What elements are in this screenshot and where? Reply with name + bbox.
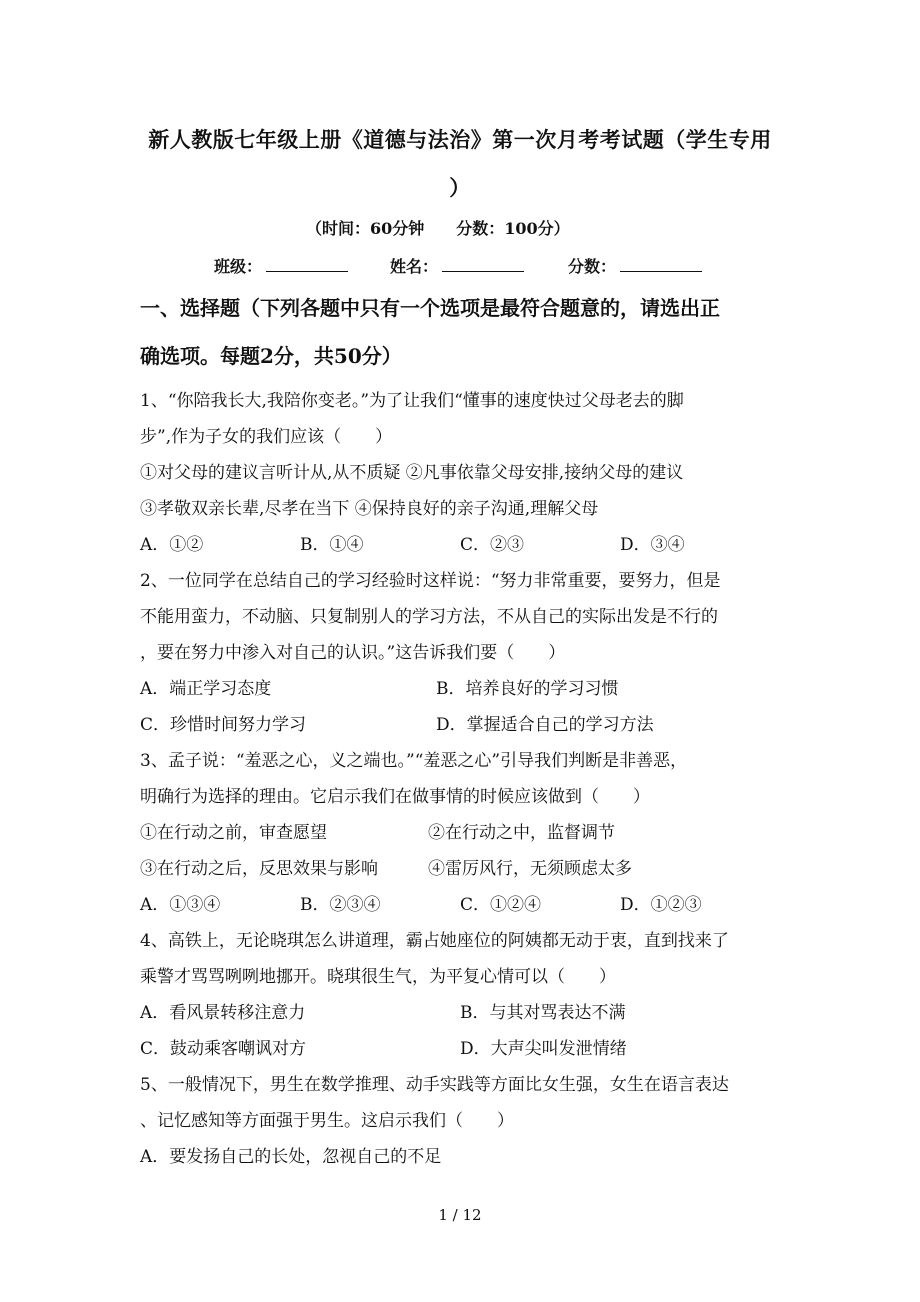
score-blank[interactable] (620, 255, 702, 272)
q1-option-b: B．①④ (300, 535, 364, 555)
time-score-info: （时间：60分钟 分数：100分） (306, 219, 570, 238)
q3-statement-4: ④雷厉风行，无须顾虑太多 (428, 859, 632, 879)
class-field (214, 254, 348, 277)
class-label: 班级： (214, 257, 263, 276)
q2-option-a: A．端正学习态度 (140, 679, 272, 699)
q2-option-c: C．珍惜时间努力学习 (140, 715, 307, 735)
section-heading-line1: 一、选择题（下列各题中只有一个选项是最符合题意的，请选出正 (140, 296, 720, 320)
q3-statement-1: ①在行动之前，审查愿望 (140, 823, 327, 843)
name-label: 姓名： (390, 257, 439, 276)
q5-option-a: A．要发扬自己的长处，忽视自己的不足 (140, 1147, 442, 1167)
q3-statement-2: ②在行动之中，监督调节 (428, 823, 615, 843)
q1-statement-2: ③孝敬双亲长辈,尽孝在当下 ④保持良好的亲子沟通,理解父母 (140, 499, 599, 519)
q1-stem-line1: 1、“你陪我长大,我陪你变老。”为了让我们“懂事的速度快过父母老去的脚 (140, 391, 684, 411)
q3-option-c: C．①②④ (460, 895, 542, 915)
q4-option-a: A．看风景转移注意力 (140, 1003, 306, 1023)
q4-option-c: C．鼓动乘客嘲讽对方 (140, 1039, 307, 1059)
q4-stem-line1: 4、高铁上，无论晓琪怎么讲道理，霸占她座位的阿姨都无动于衷，直到找来了 (140, 931, 729, 951)
class-blank[interactable] (266, 255, 348, 272)
q5-stem-line2: 、记忆感知等方面强于男生。这启示我们（ ） (140, 1111, 514, 1131)
q1-option-a: A．①② (140, 535, 204, 555)
section-heading-line2: 确选项。每题2分，共50分） (140, 344, 402, 368)
q2-stem-line3: ，要在努力中渗入对自己的认识。”这告诉我们要（ ） (140, 643, 566, 663)
exam-title-line2: ） (449, 175, 471, 200)
q1-stem-line2: 步”,作为子女的我们应该（ ） (140, 427, 393, 447)
name-blank[interactable] (442, 255, 524, 272)
q1-option-d: D．③④ (620, 535, 685, 555)
q3-option-b: B．②③④ (300, 895, 381, 915)
q1-option-c: C．②③ (460, 535, 525, 555)
name-field (390, 254, 524, 277)
q3-statement-3: ③在行动之后，反思效果与影响 (140, 859, 378, 879)
q4-stem-line2: 乘警才骂骂咧咧地挪开。晓琪很生气，为平复心情可以（ ） (140, 967, 616, 987)
q4-option-b: B．与其对骂表达不满 (460, 1003, 626, 1023)
q5-stem-line1: 5、一般情况下，男生在数学推理、动手实践等方面比女生强，女生在语言表达 (140, 1075, 729, 1095)
q3-option-d: D．①②③ (620, 895, 702, 915)
exam-title-line1: 新人教版七年级上册《道德与法治》第一次月考考试题（学生专用 (148, 127, 772, 152)
q3-stem-line2: 明确行为选择的理由。它启示我们在做事情的时候应该做到（ ） (140, 787, 650, 807)
page-number: 1 / 12 (438, 1206, 482, 1224)
score-label: 分数： (568, 257, 617, 276)
q2-option-b: B．培养良好的学习习惯 (436, 679, 619, 699)
q4-option-d: D．大声尖叫发泄情绪 (460, 1039, 627, 1059)
q3-stem-line1: 3、孟子说：“羞恶之心，义之端也。”“羞恶之心”引导我们判断是非善恶， (140, 751, 688, 771)
q2-option-d: D．掌握适合自己的学习方法 (436, 715, 654, 735)
q1-statement-1: ①对父母的建议言听计从,从不质疑 ②凡事依靠父母安排,接纳父母的建议 (140, 463, 684, 483)
score-field (568, 254, 702, 277)
q3-option-a: A．①③④ (140, 895, 221, 915)
q2-stem-line1: 2、一位同学在总结自己的学习经验时这样说：“努力非常重要，要努力，但是 (140, 571, 721, 591)
q2-stem-line2: 不能用蛮力，不动脑、只复制别人的学习方法，不从自己的实际出发是不行的 (140, 607, 718, 627)
